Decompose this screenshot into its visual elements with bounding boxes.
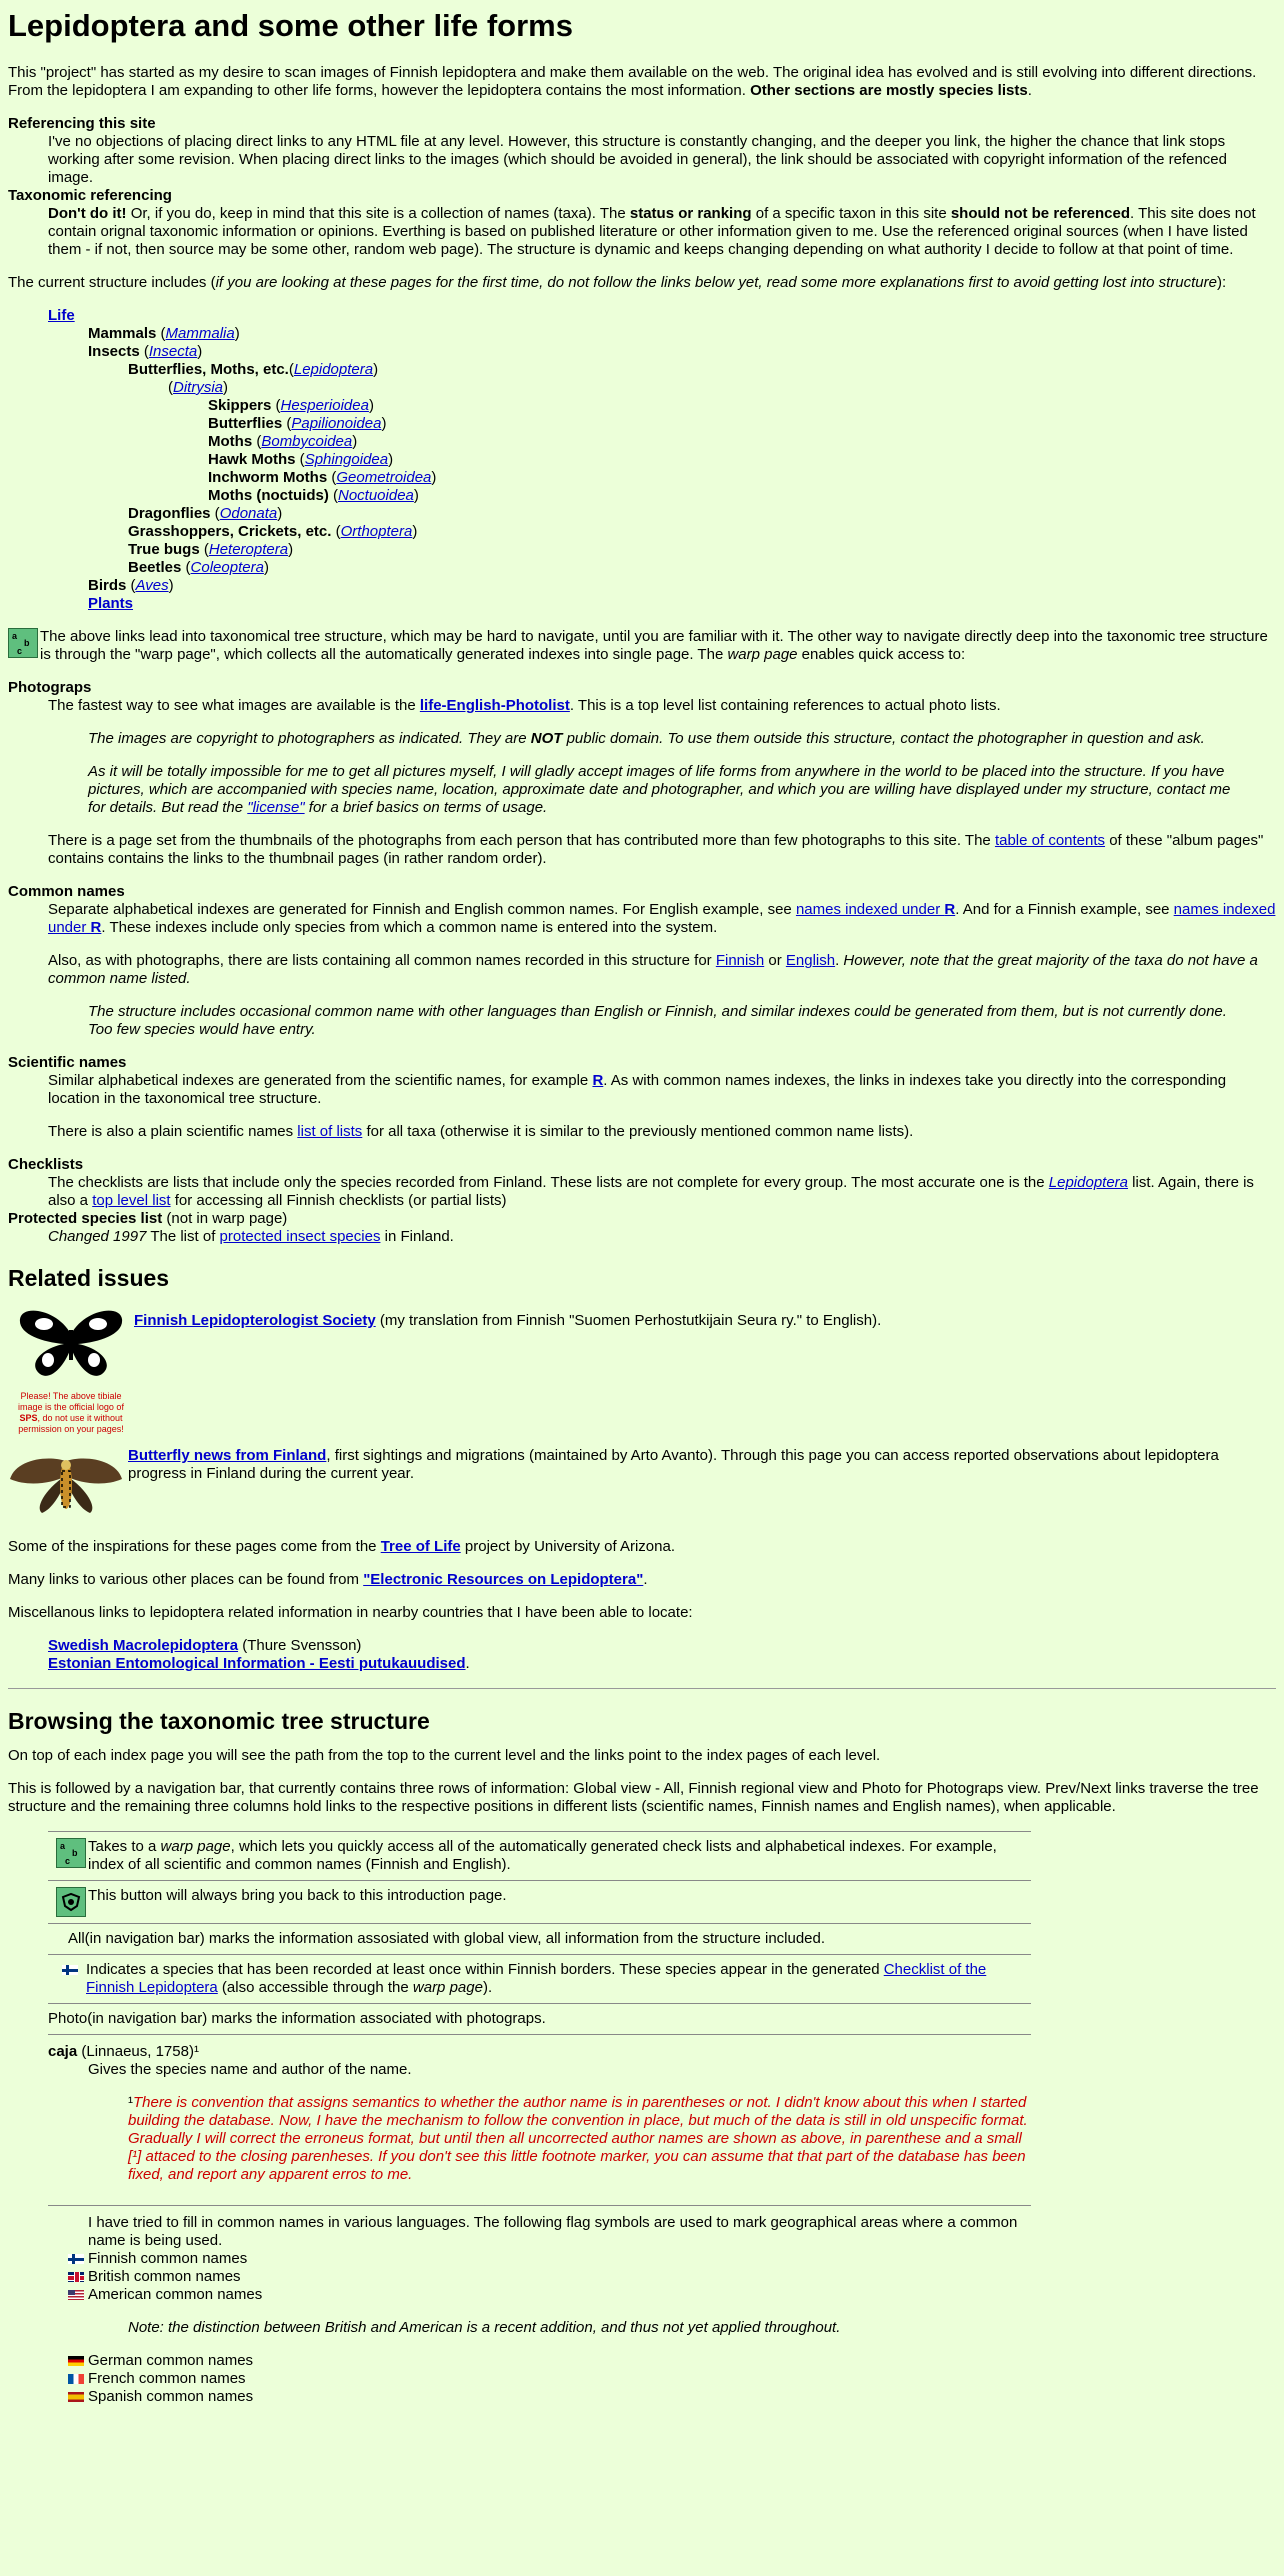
- tree-superfamily-name: Hawk Moths: [208, 451, 296, 468]
- scientific-names-heading: Scientific names: [8, 1054, 127, 1071]
- album-toc-link[interactable]: table of contents: [994, 832, 1106, 849]
- protected-heading: Protected species list: [8, 1210, 163, 1227]
- structure-end: ):: [1216, 274, 1227, 291]
- tree-of-life-paragraph: [8, 1538, 1276, 1556]
- legend-fin-text: Indicates a species that has been recorded at least once within Finnish borders. These species appear in the generated: [86, 1961, 884, 1978]
- tree-link-superfamily[interactable]: Bombycoidea: [261, 433, 353, 450]
- english-names-r-letter: R: [944, 901, 956, 918]
- tree-link-order[interactable]: Orthoptera: [340, 523, 413, 540]
- tree-link-life[interactable]: Life: [48, 307, 75, 324]
- legend-photo-text: Photo(in navigation bar) marks the information associated with photograps.: [48, 2010, 546, 2027]
- butterfly-news-text: , first sightings and migrations (maintained by Arto Avanto). Through this page you can access reported observations about lepidoptera progress in Finland during the current year.: [128, 1447, 1219, 1482]
- flag-french-label: French common names: [88, 2370, 246, 2387]
- tree-link-order[interactable]: Odonata: [219, 505, 278, 522]
- legend-warp-italic: warp page: [160, 1838, 231, 1855]
- navigation-legend: [48, 1831, 1031, 2412]
- contribution-end: for a brief basics on terms of usage.: [304, 799, 548, 816]
- common-quote: The structure includes occasional common name with other languages than English or Finnish, and similar indexes could be generated from them, but is not currently done. Too few species would have entry.: [88, 1003, 1227, 1038]
- tree-birds-name: Birds: [88, 577, 127, 594]
- scientific-p2-end: for all taxa (otherwise it is similar to the previously mentioned common name lists).: [362, 1123, 914, 1140]
- referencing-heading: Referencing this site: [8, 115, 156, 132]
- photographs-p1-text: The fastest way to see what images are available is the: [48, 697, 420, 714]
- protected-b: in Finland.: [380, 1228, 454, 1245]
- estonian-end: .: [465, 1655, 470, 1672]
- legend-fin-italic: warp page: [412, 1979, 483, 1996]
- taxonomic-text: [48, 205, 1276, 259]
- common-p2: [48, 952, 1276, 988]
- flag-german-label: German common names: [88, 2352, 254, 2369]
- swedish-link[interactable]: Swedish Macrolepidoptera: [48, 1637, 239, 1654]
- common-p1: [48, 901, 1276, 937]
- checklists-c: for accessing all Finnish checklists (or partial lists): [170, 1192, 507, 1209]
- taxonomic-b2: status or ranking: [629, 205, 752, 222]
- flags-intro: I have tried to fill in common names in various languages. The following flag symbols are used to mark geographical areas where a common name is being used.: [88, 2214, 1018, 2249]
- tree-link-order[interactable]: Heteroptera: [208, 541, 289, 558]
- protected-heading-row: [8, 1210, 1276, 1228]
- common-or: or: [764, 952, 786, 969]
- scientific-p2: [48, 1123, 1276, 1141]
- sps-logo-caption: [8, 1391, 134, 1435]
- flag-finnish-label: Finnish common names: [88, 2250, 248, 2267]
- tree-link-superfamily[interactable]: Hesperioidea: [280, 397, 369, 414]
- legend-fin-mid: (also accessible through the: [217, 1979, 413, 1996]
- protected-note: (not in warp page): [162, 1210, 288, 1227]
- scientific-p1-end: . As with common names indexes, the links in indexes take you directly into the corresponding location in the taxonomical tree structure.: [48, 1072, 1227, 1107]
- top-level-list-link[interactable]: top level list: [92, 1192, 171, 1209]
- protected-changed: Changed 1997: [48, 1228, 147, 1245]
- butterfly-news-block: [8, 1447, 1276, 1523]
- common-p1-text: Separate alphabetical indexes are generated for Finnish and English common names. For English example, see: [48, 901, 796, 918]
- legend-row-finland: [48, 1955, 1031, 2004]
- lepidoptera-checklist-link[interactable]: Lepidoptera: [1048, 1174, 1129, 1191]
- legend-row-warp: [48, 1832, 1031, 1881]
- album-end: of these "album pages" contains contains the links to the thumbnail pages (in rather random order).: [48, 832, 1264, 867]
- photolist-link[interactable]: life-English-Photolist: [419, 697, 570, 714]
- tree-link-mammalia[interactable]: Mammalia: [165, 325, 235, 342]
- warp-text: The above links lead into taxonomical tree structure, which may be hard to navigate, until you are familiar with it. The other way to navigate directly deep into the taxonomic tree structure is through the "warp page", which collects all the automatically generated indexes into single page. The: [40, 628, 1268, 663]
- tree-mammals-name: Mammals: [88, 325, 157, 342]
- warp-end: enables quick access to:: [797, 646, 966, 663]
- protected-species-link[interactable]: protected insect species: [219, 1228, 381, 1245]
- species-author: (Linnaeus, 1758)¹: [77, 2043, 199, 2060]
- sps-block: [8, 1304, 1276, 1435]
- checklists-a: The checklists are lists that include only the species recorded from Finland. These lists are not complete for every group. The most accurate one is the: [48, 1174, 1049, 1191]
- photographs-p1-end: . This is a top level list containing references to actual photo lists.: [569, 697, 1001, 714]
- photographs-p1: [48, 697, 1276, 715]
- common-names-heading: Common names: [8, 883, 125, 900]
- album-text: There is a page set from the thumbnails of the photographs from each person that has contributed more than few photographs to this site. The: [48, 832, 995, 849]
- sps-caption-c: , do not use it without permission on your pages!: [18, 1413, 124, 1434]
- intro-end: .: [1027, 82, 1032, 99]
- legend-row-species: [48, 2035, 1031, 2206]
- finnish-list-link[interactable]: Finnish: [715, 952, 765, 969]
- tree-order-name: True bugs: [128, 541, 200, 558]
- related-heading: Related issues: [8, 1265, 170, 1291]
- album-paragraph: [48, 832, 1276, 868]
- checklists-text: [48, 1174, 1276, 1210]
- tree-link-superfamily[interactable]: Geometroidea: [336, 469, 432, 486]
- sps-link[interactable]: Finnish Lepidopterologist Society: [134, 1312, 376, 1329]
- scientific-r-link[interactable]: R: [592, 1072, 604, 1089]
- footnote-marker: ¹: [128, 2094, 133, 2111]
- warp-paragraph: [8, 628, 1276, 664]
- browsing-p2: This is followed by a navigation bar, that currently contains three rows of information: Global view - All, Finnish regional view and Photo for Photograps view. Prev/Next links traverse the tree structure and the remaining three columns hold links to the respective positions in different lists (scientific names, Finnish names and English names), when applicable.: [8, 1780, 1259, 1815]
- referencing-text: I've no objections of placing direct links to any HTML file at any level. However, this structure is constantly changing, and the deeper you link, the higher the chance that link stops working after some revision. When placing direct links to the images (which should be avoided in general), the link should be associated with copyright information of the refenced image.: [48, 133, 1227, 186]
- scientific-p1-text: Similar alphabetical indexes are generated from the scientific names, for example: [48, 1072, 593, 1089]
- finland-flag-icon: [68, 2254, 84, 2264]
- license-link[interactable]: "license": [247, 799, 305, 816]
- butterfly-news-link[interactable]: Butterfly news from Finland: [128, 1447, 327, 1464]
- tree-link-lepidoptera[interactable]: Lepidoptera: [293, 361, 374, 378]
- electronic-resources-link[interactable]: "Electronic Resources on Lepidoptera": [363, 1571, 644, 1588]
- uk-flag-icon: [68, 2272, 84, 2282]
- common-p2-text: Also, as with photographs, there are lists containing all common names recorded in this structure for: [48, 952, 716, 969]
- photographs-heading: Photograps: [8, 679, 92, 696]
- page: [0, 8, 1284, 2412]
- common-p1-mid: . And for a Finnish example, see: [955, 901, 1174, 918]
- tree-lepidoptera-name: Butterflies, Moths, etc.: [128, 361, 289, 378]
- finnish-checklist-link[interactable]: Checklist of the Finnish Lepidoptera: [86, 1961, 987, 1996]
- legend-all-text: All(in navigation bar) marks the information assosiated with global view, all information from the structure included.: [68, 1930, 826, 1947]
- warp-italic: warp page: [727, 646, 798, 663]
- taxonomic-b1: Don't do it!: [48, 205, 127, 222]
- taxonomic-t2: of a specific taxon in this site: [751, 205, 951, 222]
- english-list-link[interactable]: English: [785, 952, 836, 969]
- list-of-lists-link[interactable]: list of lists: [297, 1123, 363, 1140]
- page-title: Lepidoptera and some other life forms: [8, 8, 573, 43]
- structure-paragraph: [8, 274, 1276, 292]
- author-footnote: [128, 2094, 1031, 2184]
- taxonomic-heading: Taxonomic referencing: [8, 187, 172, 204]
- warp-button-icon[interactable]: a b c: [56, 1838, 86, 1868]
- er-end: .: [643, 1571, 648, 1588]
- flag-british-label: British common names: [88, 2268, 241, 2285]
- legend-home-text: This button will always bring you back to this introduction page.: [88, 1887, 507, 1904]
- legend-row-photo: [48, 2004, 1031, 2035]
- estonian-link[interactable]: Estonian Entomological Information - Eesti putukauudised: [48, 1655, 466, 1672]
- common-p1-end: . These indexes include only species from which a common name is entered into the system.: [101, 919, 718, 936]
- tree-link-superfamily[interactable]: Papilionoidea: [291, 415, 382, 432]
- tree-link-aves[interactable]: Aves: [135, 577, 169, 594]
- home-button-icon[interactable]: [56, 1887, 86, 1917]
- structure-lead: The current structure includes (: [8, 274, 216, 291]
- tree-order-name: Grasshoppers, Crickets, etc.: [128, 523, 332, 540]
- flags-note: Note: the distinction between British and American is a recent addition, and thus not yet applied throughout.: [128, 2319, 841, 2336]
- tree-superfamily-name: Skippers: [208, 397, 272, 414]
- tree-insects-name: Insects: [88, 343, 140, 360]
- sps-logo-block: [8, 1304, 134, 1435]
- contribution-text: As it will be totally impossible for me to get all pictures myself, I will gladly accept images of life forms from anywhere in the world to be placed into the structure. If you have pictures, which are accompanied with species name, location, approximate date and photographer, and which you are willing have displayed under my structure, contact me for details. But read the: [88, 763, 1231, 816]
- contribution-quote: [88, 763, 1236, 817]
- flag-spanish-label: Spanish common names: [88, 2388, 254, 2405]
- nearby-links: [48, 1637, 1276, 1673]
- er-text: Many links to various other places can be found from: [8, 1571, 364, 1588]
- copyright-not: NOT: [530, 730, 563, 747]
- footnote-text: There is convention that assigns semantics to whether the author name is in parentheses or not. I didn't know about this when I started building the database. Now, I have the mechanism to follow the convention in place, but much of the data is still in old unspecific format. Gradually I will correct the erroneus format, but until then all uncorrected author names are shown as above, in parenthese and a small [¹] attaced to the closing parenheses. If you don't see this little footnote marker, you can assume that that part of the database has been fixed, and report any apparent erros to me.: [128, 2094, 1028, 2183]
- common-p2-italic: However, note that the great majority of the taxa do not have a common name listed.: [48, 952, 1258, 987]
- intro-text: This "project" has started as my desire to scan images of Finnish lepidoptera and make them available on the web. The original idea has evolved and is still evolving into different directions. From the lepidoptera I am expanding to other life forms, however the lepidoptera contains the most information.: [8, 64, 1257, 99]
- protected-text: [48, 1228, 1276, 1246]
- tree-superfamily-name: Inchworm Moths: [208, 469, 328, 486]
- structure-italic: if you are looking at these pages for the first time, do not follow the links below yet, read some more explanations first to avoid getting lost into structure: [215, 274, 1217, 291]
- legend-warp-end: , which lets you quickly access all of the automatically generated check lists and alphabetical indexes. For example, index of all scientific and common names (Finnish and English).: [88, 1838, 997, 1873]
- browsing-heading: Browsing the taxonomic tree structure: [8, 1708, 430, 1734]
- intro-paragraph: [8, 64, 1276, 100]
- tol-text: Some of the inspirations for these pages come from the: [8, 1538, 381, 1555]
- taxonomic-t1: Or, if you do, keep in mind that this site is a collection of names (taxa). The: [126, 205, 630, 222]
- france-flag-icon: [68, 2374, 84, 2384]
- legend-row-flags: [48, 2206, 1031, 2412]
- common-p2-mid: .: [835, 952, 844, 969]
- copyright-end: public domain. To use them outside this structure, contact the photographer in question and ask.: [562, 730, 1205, 747]
- spain-flag-icon: [68, 2392, 84, 2402]
- tree-link-ditrysia[interactable]: Ditrysia: [173, 379, 224, 396]
- tree-link-plants[interactable]: Plants: [88, 595, 134, 612]
- finnish-names-r-letter: R: [90, 919, 102, 936]
- sps-text: (my translation from Finnish "Suomen Perhostutkijain Seura ry." to English).: [375, 1312, 882, 1329]
- legend-row-home: [48, 1881, 1031, 1924]
- legend-warp-text: Takes to a: [88, 1838, 161, 1855]
- checklists-heading: Checklists: [8, 1156, 84, 1173]
- tol-end: project by University of Arizona.: [460, 1538, 675, 1555]
- tree-link-superfamily[interactable]: Sphingoidea: [304, 451, 389, 468]
- tree-link-order[interactable]: Coleoptera: [190, 559, 264, 576]
- scientific-p2-text: There is also a plain scientific names: [48, 1123, 298, 1140]
- germany-flag-icon: [68, 2356, 84, 2366]
- intro-bold: Other sections are mostly species lists: [750, 82, 1028, 99]
- species-description: Gives the species name and author of the name.: [88, 2061, 412, 2078]
- flag-american-label: American common names: [88, 2286, 263, 2303]
- hawk-moth-icon: [8, 1447, 124, 1523]
- checklists-b: list. Again, there is also a: [48, 1174, 1254, 1209]
- taxonomic-b3: should not be referenced: [950, 205, 1131, 222]
- scientific-p1: [48, 1072, 1276, 1108]
- us-flag-icon: [68, 2290, 84, 2300]
- divider: [8, 1688, 1276, 1689]
- tree-superfamily-name: Butterflies: [208, 415, 283, 432]
- taxonomy-tree: Life Mammals (Mammalia) Insects (Insecta) Butterflies, Moths, etc.(Lepidoptera) (Ditrysia) Skippers (Hesperioidea) Butterflies (Papilionoidea) Moths (Bombycoidea) Hawk Moths (Sphingoidea) Inchworm Moths (Geometroidea) Moths (noctuids) (Noctuoidea) Dragonflies (Odonata) Grasshoppers, Crickets, etc. (Orthoptera) True bugs (Heteroptera) Beetles (Coleoptera) Birds (Aves) Plants: [48, 307, 437, 612]
- tree-link-insecta[interactable]: Insecta: [148, 343, 198, 360]
- copyright-text: The images are copyright to photographers as indicated. They are: [88, 730, 531, 747]
- sps-caption-a: Please! The above tibiale image is the official logo of: [18, 1391, 124, 1412]
- sps-caption-b: SPS: [19, 1413, 38, 1423]
- finland-flag-icon: [62, 1965, 78, 1975]
- english-names-r-link[interactable]: [796, 901, 955, 918]
- taxonomic-t3: . This site does not contain orignal taxonomic information or opinions. Everthing is based on published literature or other information given to me. Use the referenced original sources (when I have listed them - if not, then source may be some other, random web page). The structure is dynamic and keeps changing depending on what authority I decide to follow at that point of time.: [48, 205, 1256, 258]
- legend-fin-end: ).: [482, 1979, 493, 1996]
- tree-link-superfamily[interactable]: Noctuoidea: [338, 487, 414, 504]
- electronic-resources-paragraph: [8, 1571, 1276, 1589]
- sps-logo-butterfly-icon: [12, 1304, 130, 1380]
- browsing-p1: On top of each index page you will see the path from the top to the current level and the links point to the index pages of each level.: [8, 1747, 881, 1764]
- swedish-author: (Thure Svensson): [238, 1637, 362, 1654]
- tree-of-life-link[interactable]: Tree of Life: [380, 1538, 461, 1555]
- species-name: caja: [48, 2043, 78, 2060]
- tree-order-name: Beetles: [128, 559, 182, 576]
- misc-paragraph: Miscellanous links to lepidoptera related information in nearby countries that I have been able to locate:: [8, 1604, 693, 1621]
- tree-superfamily-name: Moths: [208, 433, 253, 450]
- english-names-r-text: names indexed under: [795, 901, 945, 918]
- protected-a: The list of: [146, 1228, 220, 1245]
- copyright-quote: [88, 730, 1236, 748]
- tree-superfamily-name: Moths (noctuids): [208, 487, 329, 504]
- legend-row-all: [48, 1924, 1031, 1955]
- warp-page-icon[interactable]: a b c: [8, 628, 38, 658]
- tree-order-name: Dragonflies: [128, 505, 211, 522]
- finnish-names-r-text: names indexed under: [48, 901, 1276, 936]
